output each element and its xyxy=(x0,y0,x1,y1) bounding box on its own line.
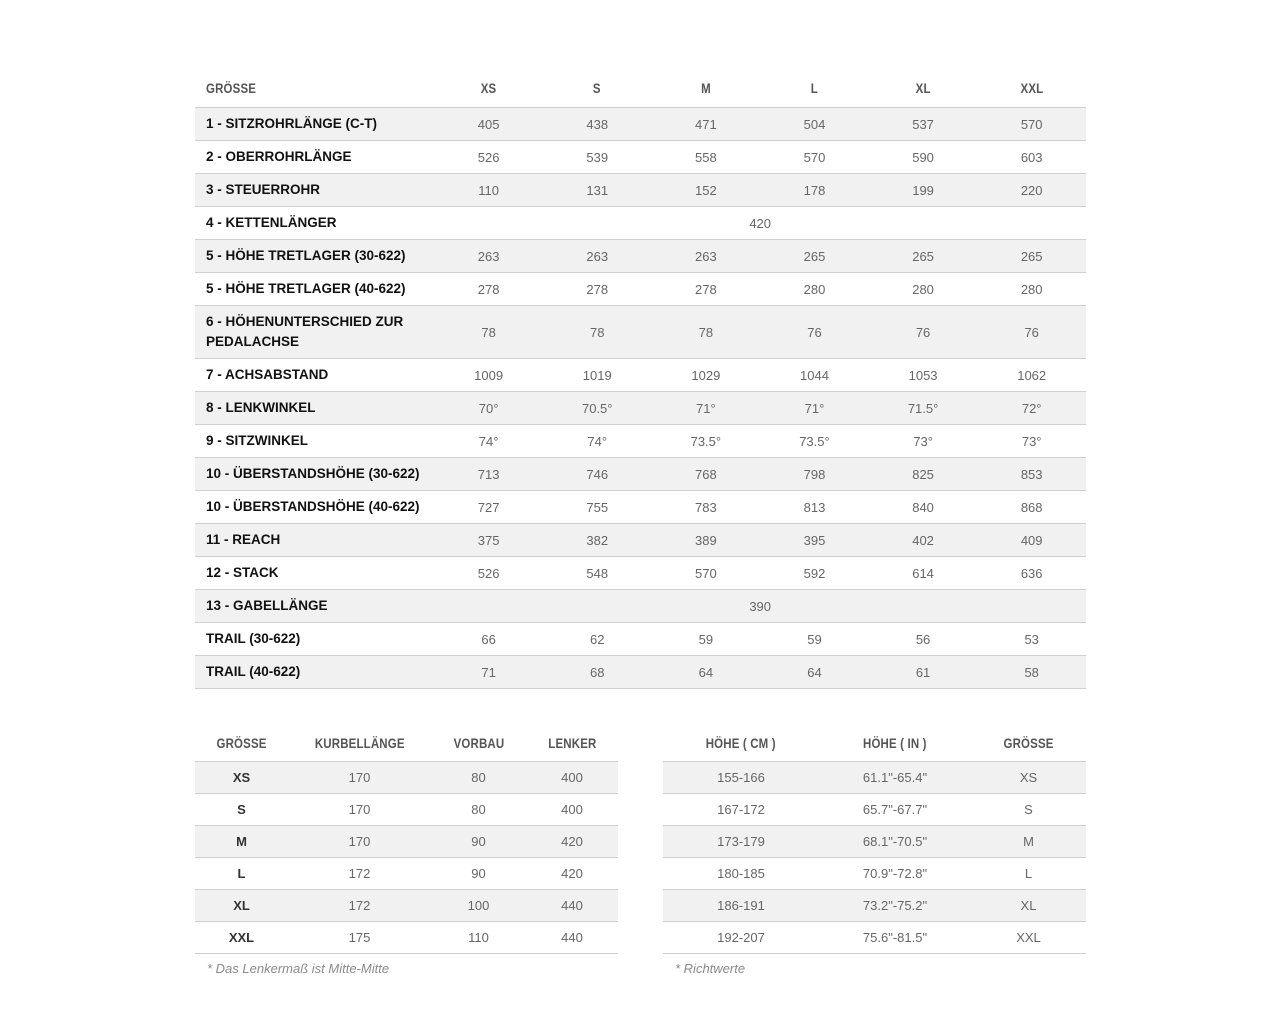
cell-value: 62 xyxy=(543,623,652,656)
cell-value: 73° xyxy=(869,425,978,458)
cell-value: 825 xyxy=(869,458,978,491)
cell-value: 192-207 xyxy=(663,922,819,954)
table-row xyxy=(195,359,1086,392)
cell-value: 76 xyxy=(760,306,869,359)
cell-value: 56 xyxy=(869,623,978,656)
cell-value: 853 xyxy=(977,458,1086,491)
row-label: 11 - REACH xyxy=(195,524,434,557)
table-row xyxy=(195,174,1086,207)
cell-value: 570 xyxy=(652,557,761,590)
cell-value: 68 xyxy=(543,656,652,689)
cell-value: 1044 xyxy=(760,359,869,392)
table-row xyxy=(195,108,1086,141)
cell-value: 420 xyxy=(526,858,618,890)
cell-value: 59 xyxy=(652,623,761,656)
cell-value: 395 xyxy=(760,524,869,557)
row-label: 13 - GABELLÄNGE xyxy=(195,590,434,623)
cell-value: 526 xyxy=(434,141,543,174)
cell-value: 727 xyxy=(434,491,543,524)
cell-value: 73.5° xyxy=(652,425,761,458)
table-row xyxy=(195,458,1086,491)
table-row xyxy=(663,858,1086,890)
geometry-header-size-xl: XL xyxy=(915,79,931,96)
cell-value: 61.1"-65.4" xyxy=(819,762,971,794)
geometry-table xyxy=(195,70,1086,689)
size-cell: XL xyxy=(971,890,1086,922)
cell-value: 614 xyxy=(869,557,978,590)
geometry-header-size-label: GRÖSSE xyxy=(206,79,257,96)
cell-value: 603 xyxy=(977,141,1086,174)
cell-value: 636 xyxy=(977,557,1086,590)
table-row xyxy=(195,826,618,858)
cell-value: 746 xyxy=(543,458,652,491)
cell-value: 167-172 xyxy=(663,794,819,826)
cell-value: 100 xyxy=(431,890,526,922)
row-label: 8 - LENKWINKEL xyxy=(195,392,434,425)
cell-value: 73.2"-75.2" xyxy=(819,890,971,922)
table-row xyxy=(663,826,1086,858)
cell-value: 400 xyxy=(526,794,618,826)
size-cell: S xyxy=(971,794,1086,826)
cell-value: 471 xyxy=(652,108,761,141)
row-label: 3 - STEUERROHR xyxy=(195,174,434,207)
cell-value: 592 xyxy=(760,557,869,590)
size-cell: M xyxy=(195,826,288,858)
cell-value: 220 xyxy=(977,174,1086,207)
components-table xyxy=(195,726,618,954)
rider-height-header-cm: HÖHE ( CM ) xyxy=(705,734,777,751)
cell-value: 263 xyxy=(543,240,652,273)
cell-value: 570 xyxy=(760,141,869,174)
cell-value: 768 xyxy=(652,458,761,491)
components-header-crank: KURBELLÄNGE xyxy=(314,734,405,751)
geometry-header-size-s: S xyxy=(593,79,602,96)
cell-value: 263 xyxy=(652,240,761,273)
size-cell: M xyxy=(971,826,1086,858)
geometry-header-size-xxl: XXL xyxy=(1020,79,1044,96)
size-cell: L xyxy=(971,858,1086,890)
table-row xyxy=(195,524,1086,557)
table-row xyxy=(663,762,1086,794)
cell-value: 53 xyxy=(977,623,1086,656)
cell-value: 420 xyxy=(526,826,618,858)
cell-value: 755 xyxy=(543,491,652,524)
cell-value: 78 xyxy=(543,306,652,359)
cell-value: 172 xyxy=(288,858,431,890)
cell-value: 66 xyxy=(434,623,543,656)
cell-value: 798 xyxy=(760,458,869,491)
size-cell: XXL xyxy=(195,922,288,954)
table-row xyxy=(195,557,1086,590)
table-row xyxy=(195,794,618,826)
table-row xyxy=(663,794,1086,826)
cell-value: 68.1"-70.5" xyxy=(819,826,971,858)
cell-value: 186-191 xyxy=(663,890,819,922)
cell-value: 172 xyxy=(288,890,431,922)
row-label: 10 - ÜBERSTANDSHÖHE (30-622) xyxy=(195,458,434,491)
cell-value: 64 xyxy=(760,656,869,689)
cell-value: 175 xyxy=(288,922,431,954)
cell-value: 263 xyxy=(434,240,543,273)
cell-value: 278 xyxy=(434,273,543,306)
cell-value: 155-166 xyxy=(663,762,819,794)
cell-value: 382 xyxy=(543,524,652,557)
cell-value: 389 xyxy=(652,524,761,557)
row-label: 2 - OBERROHRLÄNGE xyxy=(195,141,434,174)
cell-value: 90 xyxy=(431,826,526,858)
cell-value: 70.9"-72.8" xyxy=(819,858,971,890)
geometry-header-size-xs: XS xyxy=(480,79,497,96)
row-label: 5 - HÖHE TRETLAGER (40-622) xyxy=(195,273,434,306)
table-row xyxy=(195,922,618,954)
cell-value: 409 xyxy=(977,524,1086,557)
geometry-header-size-l: L xyxy=(810,79,819,96)
row-label: 4 - KETTENLÄNGER xyxy=(195,207,434,240)
table-row xyxy=(195,273,1086,306)
cell-value: 152 xyxy=(652,174,761,207)
geometry-header-size-m: M xyxy=(700,79,711,96)
cell-value: 265 xyxy=(869,240,978,273)
row-label: 10 - ÜBERSTANDSHÖHE (40-622) xyxy=(195,491,434,524)
cell-value: 504 xyxy=(760,108,869,141)
cell-value: 170 xyxy=(288,762,431,794)
cell-value: 868 xyxy=(977,491,1086,524)
cell-value: 813 xyxy=(760,491,869,524)
cell-value: 170 xyxy=(288,826,431,858)
table-row xyxy=(195,858,618,890)
row-label: 7 - ACHSABSTAND xyxy=(195,359,434,392)
cell-value: 1062 xyxy=(977,359,1086,392)
cell-value: 438 xyxy=(543,108,652,141)
cell-value: 570 xyxy=(977,108,1086,141)
row-label: 9 - SITZWINKEL xyxy=(195,425,434,458)
merged-cell-value: 420 xyxy=(434,207,1086,240)
cell-value: 61 xyxy=(869,656,978,689)
components-header-stem: VORBAU xyxy=(453,734,504,751)
rider-height-header-in: HÖHE ( IN ) xyxy=(863,734,927,751)
cell-value: 73.5° xyxy=(760,425,869,458)
cell-value: 265 xyxy=(977,240,1086,273)
size-cell: S xyxy=(195,794,288,826)
cell-value: 1053 xyxy=(869,359,978,392)
table-row xyxy=(663,890,1086,922)
table-row xyxy=(195,590,1086,623)
cell-value: 405 xyxy=(434,108,543,141)
row-label: 12 - STACK xyxy=(195,557,434,590)
geometry-header-row xyxy=(195,70,1086,108)
row-label: TRAIL (30-622) xyxy=(195,623,434,656)
cell-value: 80 xyxy=(431,762,526,794)
table-row xyxy=(195,141,1086,174)
cell-value: 110 xyxy=(434,174,543,207)
size-cell: XS xyxy=(195,762,288,794)
size-cell: L xyxy=(195,858,288,890)
cell-value: 71° xyxy=(760,392,869,425)
cell-value: 537 xyxy=(869,108,978,141)
cell-value: 1029 xyxy=(652,359,761,392)
size-cell: XL xyxy=(195,890,288,922)
cell-value: 73° xyxy=(977,425,1086,458)
cell-value: 173-179 xyxy=(663,826,819,858)
cell-value: 280 xyxy=(760,273,869,306)
cell-value: 400 xyxy=(526,762,618,794)
cell-value: 59 xyxy=(760,623,869,656)
cell-value: 280 xyxy=(977,273,1086,306)
cell-value: 71.5° xyxy=(869,392,978,425)
table-row xyxy=(195,762,618,794)
row-label: TRAIL (40-622) xyxy=(195,656,434,689)
handlebar-footnote: * Das Lenkermaß ist Mitte-Mitte xyxy=(207,961,390,976)
cell-value: 783 xyxy=(652,491,761,524)
cell-value: 558 xyxy=(652,141,761,174)
cell-value: 131 xyxy=(543,174,652,207)
cell-value: 199 xyxy=(869,174,978,207)
cell-value: 278 xyxy=(543,273,652,306)
components-header-row xyxy=(195,726,618,762)
cell-value: 58 xyxy=(977,656,1086,689)
cell-value: 280 xyxy=(869,273,978,306)
cell-value: 78 xyxy=(434,306,543,359)
cell-value: 375 xyxy=(434,524,543,557)
table-row xyxy=(195,623,1086,656)
cell-value: 590 xyxy=(869,141,978,174)
cell-value: 440 xyxy=(526,922,618,954)
table-row xyxy=(195,890,618,922)
guideline-footnote: * Richtwerte xyxy=(675,961,746,976)
cell-value: 265 xyxy=(760,240,869,273)
cell-value: 70.5° xyxy=(543,392,652,425)
cell-value: 840 xyxy=(869,491,978,524)
cell-value: 402 xyxy=(869,524,978,557)
table-row xyxy=(663,922,1086,954)
cell-value: 71 xyxy=(434,656,543,689)
cell-value: 75.6"-81.5" xyxy=(819,922,971,954)
cell-value: 278 xyxy=(652,273,761,306)
cell-value: 1019 xyxy=(543,359,652,392)
cell-value: 71° xyxy=(652,392,761,425)
rider-height-header-row xyxy=(663,726,1086,762)
cell-value: 90 xyxy=(431,858,526,890)
cell-value: 76 xyxy=(977,306,1086,359)
rider-height-table xyxy=(663,726,1086,954)
cell-value: 440 xyxy=(526,890,618,922)
cell-value: 110 xyxy=(431,922,526,954)
table-row xyxy=(195,491,1086,524)
table-row xyxy=(195,656,1086,689)
table-row xyxy=(195,207,1086,240)
table-row xyxy=(195,240,1086,273)
cell-value: 72° xyxy=(977,392,1086,425)
cell-value: 70° xyxy=(434,392,543,425)
table-row xyxy=(195,392,1086,425)
cell-value: 65.7"-67.7" xyxy=(819,794,971,826)
cell-value: 74° xyxy=(543,425,652,458)
cell-value: 526 xyxy=(434,557,543,590)
cell-value: 170 xyxy=(288,794,431,826)
cell-value: 78 xyxy=(652,306,761,359)
size-cell: XXL xyxy=(971,922,1086,954)
cell-value: 74° xyxy=(434,425,543,458)
cell-value: 76 xyxy=(869,306,978,359)
cell-value: 64 xyxy=(652,656,761,689)
row-label: 1 - SITZROHRLÄNGE (C-T) xyxy=(195,108,434,141)
cell-value: 1009 xyxy=(434,359,543,392)
cell-value: 178 xyxy=(760,174,869,207)
row-label: 5 - HÖHE TRETLAGER (30-622) xyxy=(195,240,434,273)
row-label: 6 - HÖHENUNTERSCHIED ZUR PEDALACHSE xyxy=(195,306,434,359)
cell-value: 539 xyxy=(543,141,652,174)
table-row xyxy=(195,306,1086,359)
cell-value: 713 xyxy=(434,458,543,491)
cell-value: 80 xyxy=(431,794,526,826)
merged-cell-value: 390 xyxy=(434,590,1086,623)
cell-value: 180-185 xyxy=(663,858,819,890)
size-cell: XS xyxy=(971,762,1086,794)
rider-height-header-size: GRÖSSE xyxy=(1003,734,1054,751)
cell-value: 548 xyxy=(543,557,652,590)
table-row xyxy=(195,425,1086,458)
components-header-handlebar: LENKER xyxy=(547,734,597,751)
components-header-size: GRÖSSE xyxy=(216,734,267,751)
